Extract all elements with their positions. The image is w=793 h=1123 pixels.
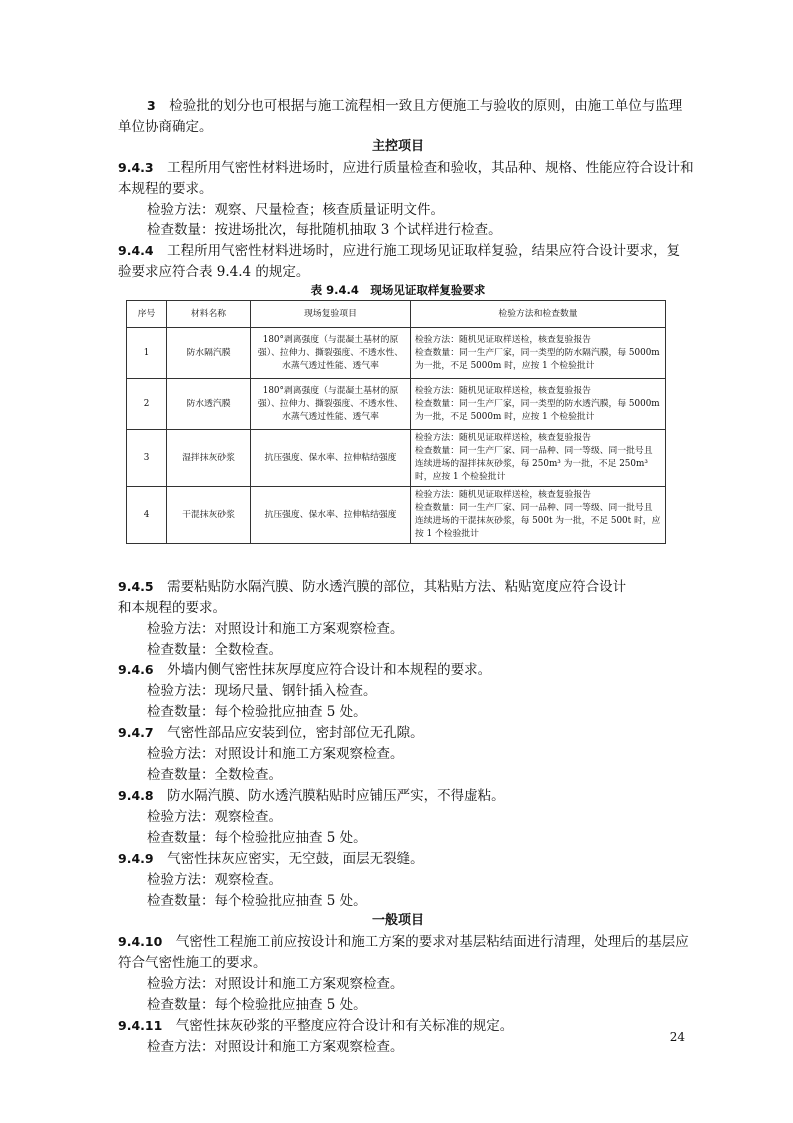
row-no: 3	[127, 430, 167, 487]
row-no: 2	[127, 379, 167, 430]
clause-9-4-3-method: 检验方法：观察、尺量检查；核查质量证明文件。	[147, 202, 444, 218]
clause-9-4-6-method: 检验方法：现场尺量、钢针插入检查。	[147, 683, 377, 699]
header-material: 材料名称	[167, 301, 251, 328]
table-header-row	[127, 301, 666, 328]
heading-main-items: 主控项目	[371, 139, 424, 154]
clause-9-4-5-cont: 和本规程的要求。	[118, 600, 226, 616]
clause-9-4-4: 9.4.4 工程所用气密性材料进场时，应进行施工现场见证取样复验，结果应符合设计要求，复	[118, 243, 681, 259]
row-items: 抗压强度、保水率、拉伸粘结强度	[251, 487, 411, 544]
row-items: 抗压强度、保水率、拉伸粘结强度	[251, 430, 411, 487]
clause-9-4-9: 9.4.9 气密性抹灰应密实，无空鼓，面层无裂缝。	[118, 851, 424, 867]
row-material: 干混抹灰砂浆	[167, 487, 251, 544]
clause-9-4-3-qty: 检查数量：按进场批次，每批随机抽取 3 个试样进行检查。	[147, 222, 502, 238]
table-row	[127, 328, 666, 379]
heading-general-items: 一般项目	[371, 913, 424, 928]
table-row	[127, 379, 666, 430]
row-method: 检验方法：随机见证取样送检，核查复验报告 检查数量：同一生产厂家，同一类型的防水透汽膜，每 5000m 为一批，不足 5000m 时，应按 1 个检验批计	[411, 379, 666, 430]
clause-9-4-10-qty: 检查数量：每个检验批应抽查 5 处。	[147, 997, 367, 1013]
clause-9-4-10-method: 检验方法：对照设计和施工方案观察检查。	[147, 976, 404, 992]
table-caption: 表 9.4.4 现场见证取样复验要求	[310, 283, 486, 297]
clause-9-4-6-qty: 检查数量：每个检验批应抽查 5 处。	[147, 704, 367, 720]
clause-9-4-8: 9.4.8 防水隔汽膜、防水透汽膜粘贴时应铺压严实，不得虚粘。	[118, 788, 505, 804]
row-method: 检验方法：随机见证取样送检，核查复验报告 检查数量：同一生产厂家、同一品种、同一等级、同一批号且连续进场的湿拌抹灰砂浆，每 250m³ 为一批，不足 250m³ 时，应按 1 个检验批计	[411, 430, 666, 487]
table-row	[127, 487, 666, 544]
row-items: 180°剥离强度（与混凝土基材的原强）、拉伸力、撕裂强度、不透水性、水蒸气透过性能、透气率	[251, 379, 411, 430]
row-method: 检验方法：随机见证取样送检，核查复验报告 检查数量：同一生产厂家、同一品种、同一等级、同一批号且连续进场的干混抹灰砂浆，每 500t 为一批，不足 500t 时，应按 1 个检验批计	[411, 487, 666, 544]
clause-9-4-8-qty: 检查数量：每个检验批应抽查 5 处。	[147, 830, 367, 846]
clause-9-4-11: 9.4.11 气密性抹灰砂浆的平整度应符合设计和有关标准的规定。	[118, 1018, 514, 1034]
clause-9-4-8-method: 检验方法：观察检查。	[147, 809, 282, 825]
header-no: 序号	[127, 301, 167, 328]
clause-9-4-7: 9.4.7 气密性部品应安装到位，密封部位无孔隙。	[118, 725, 424, 741]
retest-requirements-table	[126, 300, 666, 544]
row-material: 防水隔汽膜	[167, 328, 251, 379]
row-material: 防水透汽膜	[167, 379, 251, 430]
clause-9-4-9-method: 检验方法：观察检查。	[147, 872, 282, 888]
row-material: 湿拌抹灰砂浆	[167, 430, 251, 487]
clause-9-4-4-cont: 验要求应符合表 9.4.4 的规定。	[118, 264, 310, 280]
clause-9-4-6: 9.4.6 外墙内侧气密性抹灰厚度应符合设计和本规程的要求。	[118, 662, 492, 678]
clause-9-4-5-method: 检验方法：对照设计和施工方案观察检查。	[147, 621, 404, 637]
row-method: 检验方法：随机见证取样送检，核查复验报告 检查数量：同一生产厂家，同一类型的防水隔汽膜，每 5000m 为一批，不足 5000m 时，应按 1 个检验批计	[411, 328, 666, 379]
header-items: 现场复验项目	[251, 301, 411, 328]
clause-9-4-3: 9.4.3 工程所用气密性材料进场时，应进行质量检查和验收，其品种、规格、性能应符合设计和	[118, 160, 694, 176]
clause-9-4-9-qty: 检查数量：每个检验批应抽查 5 处。	[147, 893, 367, 909]
clause-9-4-10-cont: 符合气密性施工的要求。	[118, 955, 267, 971]
clause-9-4-3-cont: 本规程的要求。	[118, 181, 213, 197]
header-method: 检验方法和检查数量	[411, 301, 666, 328]
intro-line-2: 单位协商确定。	[118, 119, 213, 135]
clause-9-4-7-method: 检验方法：对照设计和施工方案观察检查。	[147, 746, 404, 762]
row-items: 180°剥离强度（与混凝土基材的原强）、拉伸力、撕裂强度、不透水性、水蒸气透过性能、透气率	[251, 328, 411, 379]
clause-9-4-5-qty: 检查数量：全数检查。	[147, 642, 282, 658]
page-number: 24	[669, 1030, 685, 1044]
row-no: 4	[127, 487, 167, 544]
clause-9-4-10: 9.4.10 气密性工程施工前应按设计和施工方案的要求对基层粘结面进行清理，处理后的基层应	[118, 934, 689, 950]
intro-line-1: 3 检验批的划分也可根据与施工流程相一致且方便施工与验收的原则，由施工单位与监理	[147, 98, 683, 114]
clause-9-4-5: 9.4.5 需要粘贴防水隔汽膜、防水透汽膜的部位，其粘贴方法、粘贴宽度应符合设计	[118, 579, 627, 595]
clause-9-4-7-qty: 检查数量：全数检查。	[147, 767, 282, 783]
clause-9-4-11-method: 检查方法：对照设计和施工方案观察检查。	[147, 1039, 404, 1055]
table-row	[127, 430, 666, 487]
row-no: 1	[127, 328, 167, 379]
